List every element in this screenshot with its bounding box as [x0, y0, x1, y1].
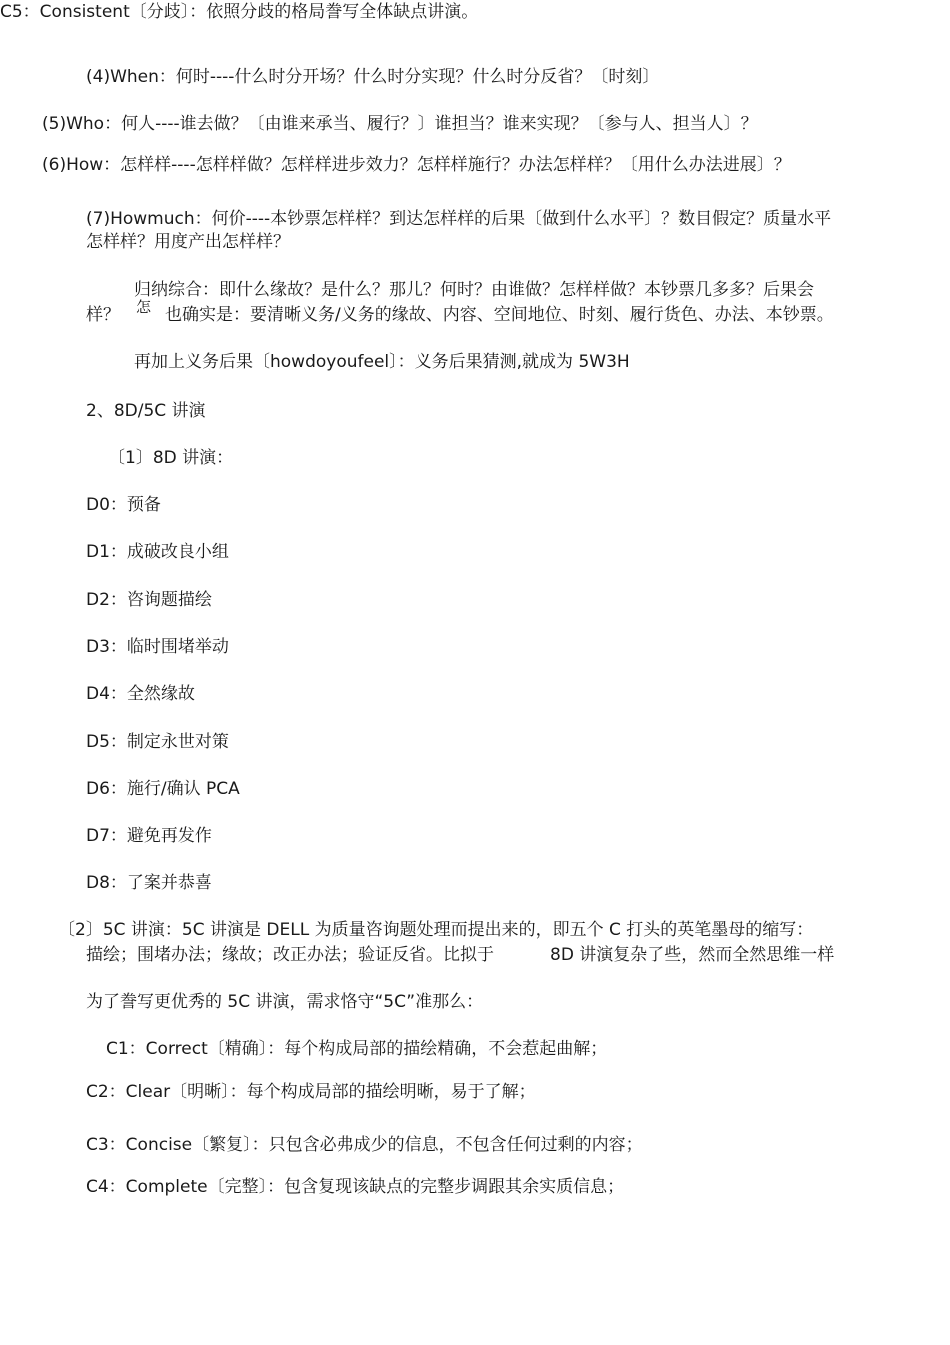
fivec-intro-line-2-start: 描绘；围堵办法；缘故；改正办法；验证反省。比拟于 [86, 945, 494, 965]
d6-item: D6：施行/确认 PCA [86, 779, 240, 799]
d4-item: D4：全然缘故 [86, 684, 195, 704]
subheading-8d: 〔1〕8D 讲演： [108, 448, 234, 468]
d5-item: D5：制定永世对策 [86, 732, 229, 752]
howmuch-line-2: 怎样样？用度产出怎样样？ [86, 232, 290, 252]
c3-concise-line: C3：Concise〔繁复〕：只包含必弗成少的信息，不包含任何过剩的内容； [86, 1135, 643, 1155]
feel-line: 再加上义务后果〔howdoyoufeel〕：义务后果猜测,就成为 5W3H [134, 352, 630, 372]
howmuch-line-1: (7)Howmuch：何价----本钞票怎样样？到达怎样样的后果〔做到什么水平〕？数目假定？质量水平 [86, 209, 832, 229]
c2-clear-line: C2：Clear〔明晰〕：每个构成局部的描绘明晰，易于了解； [86, 1082, 536, 1102]
section-heading-8d-5c: 2、8D/5C 讲演 [86, 401, 206, 421]
d8-item: D8：了案并恭喜 [86, 873, 212, 893]
d0-item: D0：预备 [86, 495, 161, 515]
when-line: (4)When：何时----什么时分开场？什么时分实现？什么时分反省？〔时刻〕 [86, 67, 660, 87]
fivec-intro-line-2-end: 8D 讲演复杂了些，然而全然思维一样 [550, 945, 835, 965]
fivec-rule-line: 为了誊写更优秀的 5C 讲演，需求恪守“5C”准那么： [86, 992, 484, 1012]
c5-consistent-line: C5：Consistent〔分歧〕：依照分歧的格局誊写全体缺点讲演。 [0, 2, 479, 22]
c4-complete-line: C4：Complete〔完整〕：包含复现该缺点的完整步调跟其余实质信息； [86, 1177, 625, 1197]
summary-line-2-start: 样？ [86, 305, 120, 325]
how-line: (6)How：怎样样----怎样样做？怎样样进步效力？怎样样施行？办法怎样样？〔用什么办法进展〕？ [42, 155, 791, 175]
who-line: (5)Who：何人----谁去做？〔由谁来承当、履行？〕谁担当？谁来实现？〔参与人、担当人〕？ [42, 114, 758, 134]
d2-item: D2：咨询题描绘 [86, 590, 212, 610]
d1-item: D1：成破改良小组 [86, 542, 229, 562]
summary-zen-char: 怎 [136, 298, 152, 316]
c1-correct-line: C1：Correct〔精确〕：每个构成局部的描绘精确，不会惹起曲解； [106, 1039, 608, 1059]
fivec-intro-line-1: 〔2〕5C 讲演：5C 讲演是 DELL 为质量咨询题处理而提出来的，即五个 C 打头的英笔墨母的缩写： [58, 920, 814, 940]
summary-line-1: 归纳综合：即什么缘故？是什么？那儿？何时？由谁做？怎样样做？本钞票几多多？后果会 [134, 280, 814, 300]
summary-line-2-end: 也确实是：要清晰义务/义务的缘故、内容、空间地位、时刻、履行货色、办法、本钞票。 [165, 305, 834, 325]
d3-item: D3：临时围堵举动 [86, 637, 229, 657]
d7-item: D7：避免再发作 [86, 826, 212, 846]
